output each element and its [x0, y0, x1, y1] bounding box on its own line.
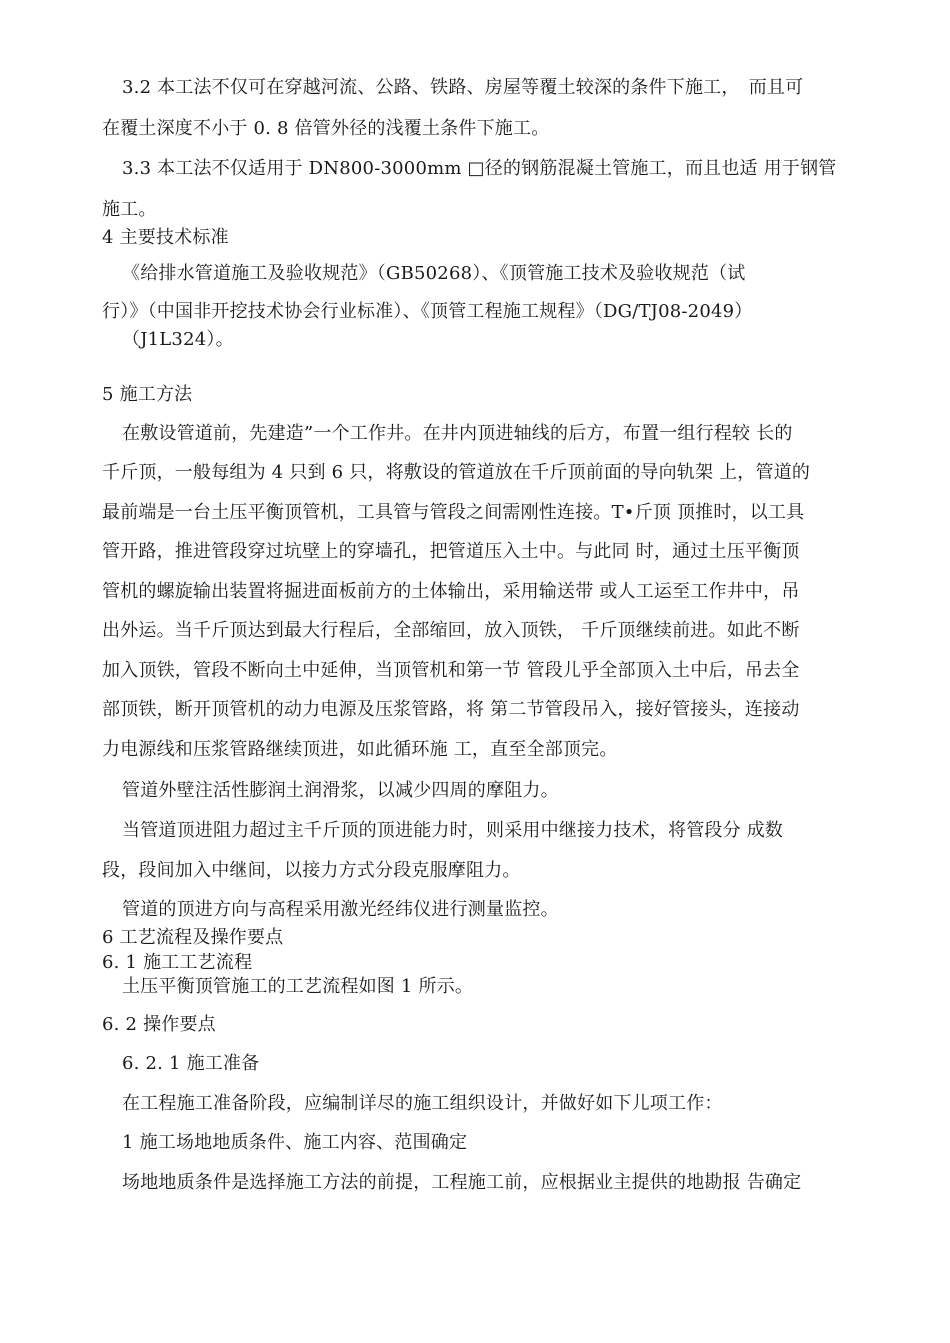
method-line-1: 在敷设管道前，先建造”一个工作井。在井内顶进轴线的后方，布置一组行程较 长的: [122, 423, 793, 444]
flow-line: 土压平衡顶管施工的工艺流程如图 1 所示。: [122, 976, 474, 997]
preparation-line: 在工程施工准备阶段，应编制详尽的施工组织设计，并做好如下儿项工作：: [122, 1093, 723, 1114]
paragraph-3-2-line-1: 3.2 本工法不仅可在穿越河流、公路、铁路、房屋等覆土较深的条件下施工， 而且可: [122, 77, 804, 98]
method-line-5: 管机的螺旋输出装置将掘进面板前方的土体输出，采用输送带 或人工运至工作井中，吊: [102, 581, 800, 602]
paragraph-3-3-line-2: 施工。: [102, 199, 157, 220]
relay-line-1: 当管道顶进阻力超过主千斤顶的顶进能力时，则采用中继接力技术，将管段分 成数: [122, 820, 784, 841]
relay-line-2: 段，段间加入中继间，以接力方式分段克服摩阻力。: [102, 860, 521, 881]
method-line-9: 力电源线和压浆管路继续顶进，如此循环施 工，直至全部顶完。: [102, 739, 618, 760]
section-heading-6: 6 工艺流程及操作要点: [102, 927, 284, 948]
survey-line: 管道的顶进方向与高程采用激光经纬仪进行测量监控。: [122, 899, 559, 920]
geology-line: 场地地质条件是选择施工方法的前提，工程施工前，应根据业主提供的地勘报 告确定: [122, 1172, 802, 1193]
method-line-4: 管开路，推进管段穿过坑壁上的穿墙孔，把管道压入土中。与此同 时，通过土压平衡顶: [102, 541, 800, 562]
lubrication-line: 管道外壁注活性膨润土润滑浆，以减少四周的摩阻力。: [122, 780, 559, 801]
section-heading-4: 4 主要技术标准: [102, 227, 229, 248]
subheading-6-2: 6. 2 操作要点: [102, 1014, 216, 1035]
method-line-7: 加入顶铁，管段不断向土中延伸，当顶管机和第一节 管段儿乎全部顶入土中后，吊去全: [102, 660, 800, 681]
standards-line-3: （J1L324）。: [122, 329, 234, 350]
section-heading-5: 5 施工方法: [102, 384, 193, 405]
method-line-3: 最前端是一台土压平衡顶管机，工具管与管段之间需刚性连接。T•斤顶 顶推时，以工具: [102, 502, 805, 523]
paragraph-3-2-line-2: 在覆土深度不小于 0. 8 倍管外径的浅覆土条件下施工。: [102, 118, 550, 139]
standards-line-1: 《给排水管道施工及验收规范》（GB50268）、《顶管施工技术及验收规范（试: [122, 263, 746, 284]
method-line-8: 部顶铁，断开顶管机的动力电源及压浆管路，将 第二节管段吊入，接好管接头，连接动: [102, 699, 800, 720]
item-1-heading: 1 施工场地地质条件、施工内容、范围确定: [122, 1132, 468, 1153]
paragraph-3-3-line-1: 3.3 本工法不仅适用于 DN800-3000mm □径的钢筋混凝土管施工，而且也适 用于钢管: [122, 158, 837, 179]
method-line-6: 出外运。当千斤顶达到最大行程后，全部缩回，放入顶铁， 千斤顶继续前进。如此不断: [102, 620, 800, 641]
subheading-6-2-1: 6. 2. 1 施工准备: [122, 1053, 260, 1074]
standards-line-2: 行）》（中国非开挖技术协会行业标准）、《顶管工程施工规程》（DG/TJ08-2049）: [102, 301, 753, 322]
method-line-2: 千斤顶，一般每组为 4 只到 6 只，将敷设的管道放在千斤顶前面的导向轨架 上，管道的: [102, 462, 811, 483]
subheading-6-1: 6. 1 施工工艺流程: [102, 952, 253, 973]
